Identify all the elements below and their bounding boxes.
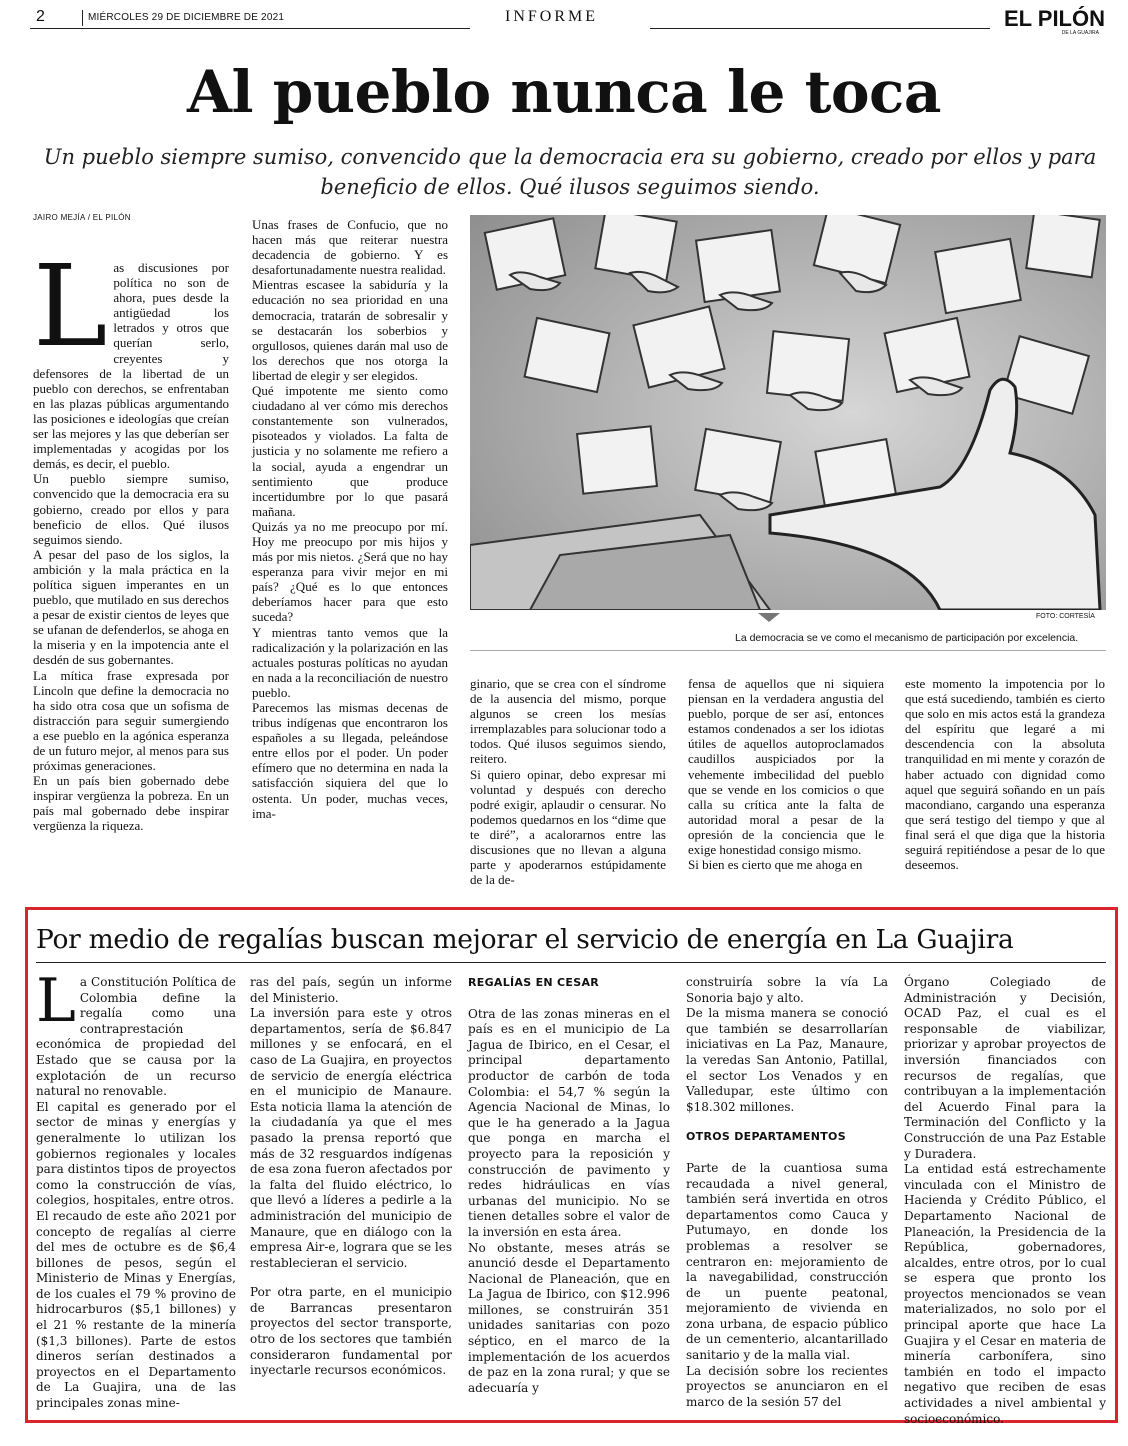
box-column-1 <box>36 966 236 1412</box>
paragraph: Órgano Colegiado de Administración y Decisión, OCAD Paz, el cual es el responsable de viabilizar, priorizar y aprobar proyectos de inversión financiados con recursos de regalías, que contribuyan a la implementación del Acuerdo Final para la Terminación del Conflicto y la Construcción de una Paz Estable y Duradera. <box>904 975 1106 1161</box>
paragraph: fensa de aquellos que ni siquiera piensan en la verdadera angustia del pueblo, porque de ser así, entonces estamos condenados a ser los idiotas útiles de aquellos autoproclamados caudillos auspiciados por la vehemente imbecilidad del pueblo que se vende en los comicios o que calla su crítica ante la falta de autoridad moral a pesar de la opresión de la conciencia que le exige honestidad consigo mismo. <box>688 676 884 858</box>
paragraph: as discusiones por política no son de ahora, pues desde la antigüedad los letrados y otros que querían serlo, creyentes y defensores de la libertad de un pueblo con derechos, se enfrentaban en las plazas públicas argumentando las posiciones e ideologías que creían ser las mejores y las que deberían ser implementadas y acogidas por los demás, es decir, el pueblo. <box>33 260 229 472</box>
article-byline: JAIRO MEJÍA / EL PILÓN <box>33 213 131 222</box>
paragraph: A pesar del paso de los siglos, la ambición y la mala práctica en la política siguen imperantes en un pueblo, que mutilado en sus derechos a pesar de existir cientos de leyes que se ufanan de defenderlos, se ahoga en la miseria y en la impotencia ante el desdén de sus gobernantes. <box>33 546 229 668</box>
photo-credit: FOTO: CORTESÍA <box>1036 613 1095 620</box>
paragraph: Por otra parte, en el municipio de Barrancas presentaron proyectos del sector transporte, otro de los sectores que también consideraron fundamental por inyectarle recursos económicos. <box>250 1285 452 1378</box>
box-title: Por medio de regalías buscan mejorar el servicio de energía en La Guajira <box>36 924 1014 955</box>
paragraph: De la misma manera se conoció que también se desarrollarían iniciativas en La Paz, Manaure, la veredas San Antonio, Patillal, el sector Los Venados y en Valledupar, este último con $18.302 millones. <box>686 1006 888 1114</box>
article-photo <box>470 215 1106 610</box>
article-column-2 <box>252 217 448 821</box>
article-subtitle: Un pueblo siempre sumiso, convencido que la democracia era su gobierno, creado por ellos y para beneficio de ellos. Qué ilusos seguimos siendo. <box>43 145 1097 199</box>
newspaper-logo: EL PILÓN <box>1003 6 1105 31</box>
paragraph: Y mientras tanto vemos que la radicalización y la polarización en las actuales posturas políticas no ayudan en nada a la reconciliación de nuestro pueblo. <box>252 624 448 700</box>
header-rule-right <box>650 28 990 29</box>
voting-hands-illustration <box>470 215 1106 610</box>
paragraph: El capital es generado por el sector de minas y energías y generalmente lo utilizan los gobiernos regionales y locales para distintos tipos de proyectos como la construcción de vías, colegios, hospitales, entre otros. <box>36 1099 236 1208</box>
paragraph: Quizás ya no me preocupo por mí. Hoy me preocupo por mis hijos y más por mis nietos. ¿Será que no hay esperanza para vivir mejor en mi país? ¿Qué es lo que entonces deberíamos hacer para que esto suceda? <box>252 518 448 625</box>
page-header <box>30 6 1105 36</box>
paragraph: Parte de la cuantiosa suma recaudada a nivel general, también será invertida en otros departamentos como Cauca y Putumayo, en donde los problemas a resolver se centraron en: mejoramiento de la navegabilidad, construcción de un puente peatonal, mejoramiento de vivienda en zona urbana, de espacio público de un cementerio, alcantarillado sanitario y de la malla vial. <box>686 1160 888 1363</box>
paragraph: construiría sobre la vía La Sonoria bajo y alto. <box>686 975 888 1005</box>
box-title-rule <box>36 962 1106 963</box>
paragraph: Otra de las zonas mineras en el país es en el municipio de La Jagua de Ibirico, en el Cesar, el principal departamento productor de carbón de toda Colombia: el 54,7 % según la Agencia Nacional de Minas, lo que le ha generado a la Jagua que ponga en marcha el proyecto para la reposición y construcción de pavimento y redes hidráulicas en vías urbanas del municipio. No se tienen detalles sobre el valor de la inversión en esta área. <box>468 1006 670 1239</box>
paragraph: Parecemos las mismas decenas de tribus indígenas que encontraron los españoles a su llegada, peleándose entre ellos por el poder. Un poder efímero que no determina en nada la satisfacción siquiera del que lo ostenta. Un poder, muchas veces, ima- <box>252 700 448 821</box>
article-column-5 <box>905 676 1105 872</box>
paragraph: Si bien es cierto que me ahoga en <box>688 857 863 873</box>
article-column-3 <box>470 676 666 887</box>
paragraph: La decisión sobre los recientes proyectos se anunciaron en el marco de la sesión 57 del <box>686 1363 888 1409</box>
paragraph: La inversión para este y otros departamentos, sería de $6.847 millones y se enfocará, en el caso de La Guajira, en proyectos de servicio de energía eléctrica en el municipio de Manaure. Esta noticia llama la atención de la ciudadanía ya que el mes pasado la prensa reportó que más de 32 resguardos indígenas de esa zona fueron afectados por la falta del fluido eléctrico, lo que llevó a líderes a pedirle a la administración del municipio de Manaure, que en diálogo con la empresa Air-e, lograra que se les restablecieran el servicio. <box>250 1006 452 1270</box>
article-column-4 <box>688 676 884 872</box>
paragraph: ginario, que se crea con el síndrome de la ausencia del mismo, porque algunos se creen los mesías irremplazables para solucionar todo a todos. Qué ilusos seguimos siendo, reitero. <box>470 676 666 767</box>
box-column-5 <box>904 975 1106 1427</box>
box-column-4 <box>686 975 888 1410</box>
paragraph: a Constitución Política de Colombia define la regalía como una contraprestación económica de propiedad del Estado que se causa por la explotación de un recurso natural no renovable. <box>36 975 236 1099</box>
photo-caption: La democracia se ve como el mecanismo de participación por excelencia. <box>735 632 1079 644</box>
paragraph: El recaudo de este año 2021 por concepto de regalías al cierre del mes de octubre es de $6,4 billones de pesos, según el Ministerio de Minas y Energías, de los cuales el 79 % provino de hidrocarburos ($5,1 billones) y el 21 % restante de la minería ($1,3 billones). Parte de estos dineros serían destinados a proyectos en el Departamento de La Guajira, una de las principales zonas mine- <box>36 1208 236 1411</box>
paragraph: Un pueblo siempre sumiso, convencido que la democracia era su gobierno, creado por ellos y para beneficio de ellos. Qué ilusos seguimos siendo. <box>33 471 229 547</box>
paragraph: Mientras escasee la sabiduría y la educación no sea prioridad en una democracia, tratarán de sobresalir y se destacarán los soberbios y orgullosos, quienes darán mal uso de los derechos que nos otorga la libertad de elegir y ser elegidos. <box>252 277 448 383</box>
paragraph: La entidad está estrechamente vinculada con el Ministro de Hacienda y Crédito Público, el Departamento Nacional de Planeación, la Presidencia de la República, gobernadores, alcaldes, entre otros, por lo cual se espera que pronto los proyectos mencionados se vean materializados, no solo por el principal aporte que hace La Guajira y el Cesar en materia de minería carbonífera, sino también en todo el impacto negativo que reciben de esas actividades a nivel ambiental y socioeconómico. <box>904 1162 1106 1426</box>
issue-date: MIÉRCOLES 29 DE DICIEMBRE DE 2021 <box>88 12 285 23</box>
section-name: INFORME <box>505 8 599 25</box>
header-rule-left <box>30 28 470 29</box>
drop-cap: L <box>33 242 108 372</box>
box-column-2 <box>250 975 452 1379</box>
box-subheading-cesar: REGALÍAS EN CESAR <box>468 976 600 989</box>
article-title: Al pueblo nunca le toca <box>187 58 941 126</box>
paragraph: Si quiero opinar, debo expresar mi voluntad y después con derecho podré exigir, aplaudir o censurar. No podemos quedarnos en los “dime que te diré”, a acalorarnos entre las discusiones que no llevan a alguna parte y apoderarnos estúpidamente de la de- <box>470 766 666 888</box>
paragraph: No obstante, meses atrás se anunció desde el Departamento Nacional de Planeación, que en La Jagua de Ibirico, con $12.996 millones, se construirán 351 unidades sanitarias con pozo séptico, en el marco de la implementación de los acuerdos de paz en la zona rural; y que se adecuaría y <box>468 1240 670 1395</box>
paragraph: ras del país, según un informe del Ministerio. <box>250 975 452 1005</box>
newspaper-logo-sub: DE LA GUAJIRA <box>1061 30 1099 36</box>
paragraph: Unas frases de Confucio, que no hacen más que reiterar nuestra decadencia de gobierno. Y es desafortunadamente nuestra realidad. <box>252 217 448 278</box>
box-drop-cap: L <box>36 966 76 1036</box>
paragraph: La mítica frase expresada por Lincoln que define la democracia no ha sido otra cosa que un sofisma de distracción para seguir sumergiendo a ese pueblo en la agónica esperanza de un futuro mejor, al menos para sus próximas generaciones. <box>33 667 229 774</box>
caption-rule <box>470 650 1106 651</box>
box-column-3 <box>468 975 670 1396</box>
article-column-1 <box>33 242 229 834</box>
page-number: 2 <box>36 8 45 25</box>
header-divider <box>82 10 83 26</box>
caption-pointer <box>758 613 780 622</box>
paragraph: este momento la impotencia por lo que está sucediendo, también es cierto que solo en mis actos está la grandeza del espíritu que legaré a mi descendencia con la absoluta tranquilidad en mi mente y corazón de haber actuado con dignidad como aquel que seguirá soñando en un país macondiano, cargando una esperanza que será testigo del tiempo y que al final será el que diga que la historia seguirá repitiéndose a pesar de lo que deseemos. <box>905 676 1105 873</box>
paragraph: En un país bien gobernado debe inspirar vergüenza la pobreza. En un país mal gobernado debe inspirar vergüenza la riqueza. <box>33 773 229 834</box>
paragraph: Qué impotente me siento como ciudadano al ver cómo mis derechos constantemente son vulnerados, pisoteados y violados. La falta de justicia y no solamente me refiero a la social, ayuda a engendrar un sentimiento que produce incertidumbre por lo que pasará mañana. <box>252 383 448 519</box>
box-subheading-otros: OTROS DEPARTAMENTOS <box>686 1130 846 1144</box>
